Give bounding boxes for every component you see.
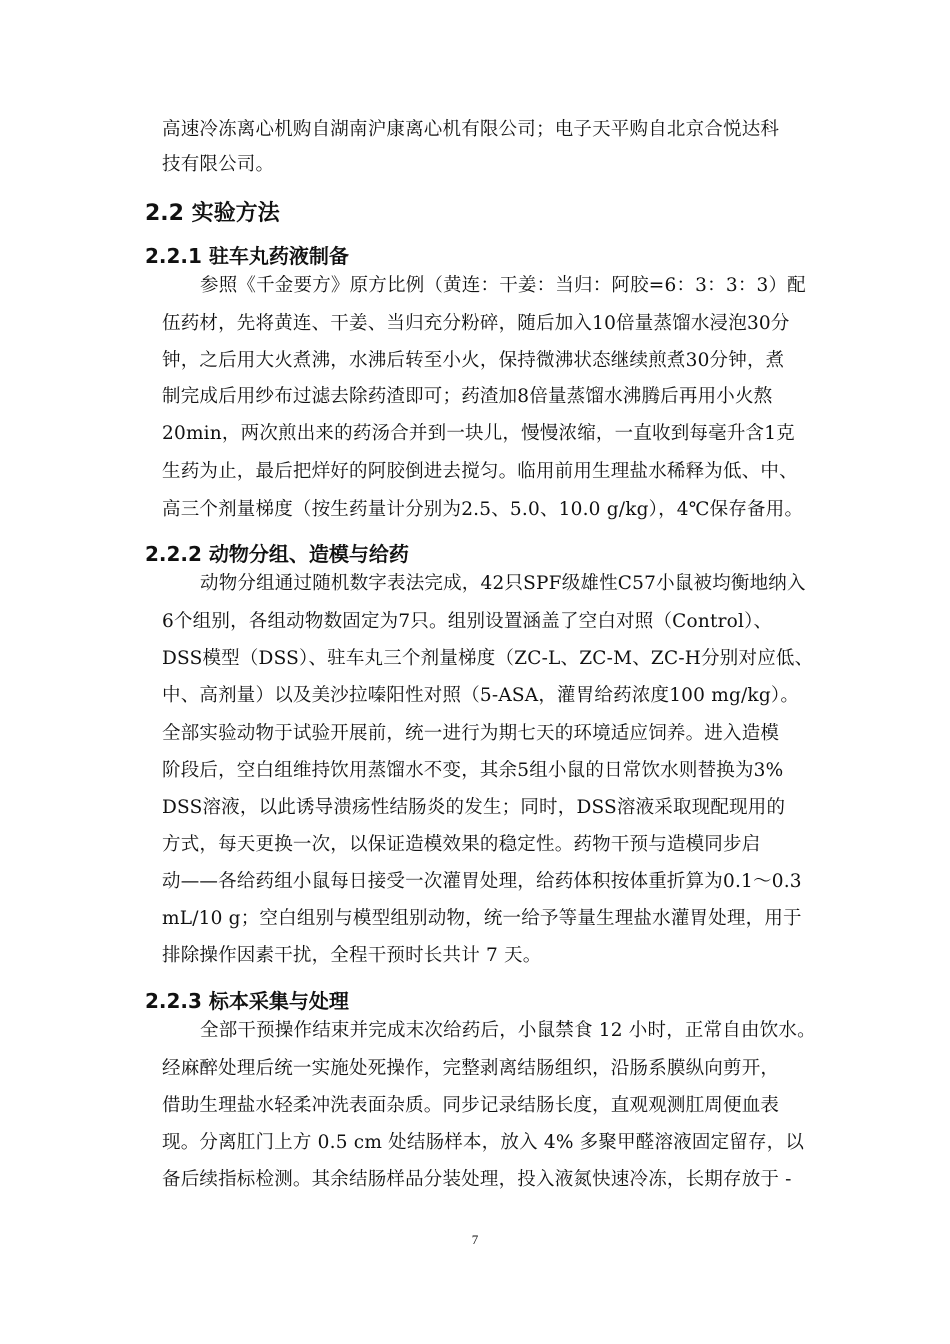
body-text-line: 动物分组通过随机数字表法完成，42只SPF级雄性C57小鼠被均衡地纳入 — [200, 573, 806, 594]
body-text-line: 技有限公司。 — [162, 154, 275, 175]
body-text-line: 参照《千金要方》原方比例（黄连：干姜：当归：阿胶=6：3：3：3）配 — [200, 275, 806, 296]
subsection-heading-2-2-3: 2.2.3 标本采集与处理 — [145, 989, 349, 1013]
body-text-line: DSS溶液，以此诱导溃疡性结肠炎的发生；同时，DSS溶液采取现配现用的 — [162, 797, 786, 818]
section-heading-2-2: 2.2 实验方法 — [145, 201, 280, 226]
body-text-line: 钟，之后用大火煮沸，水沸后转至小火，保持微沸状态继续煎煮30分钟，煮 — [162, 350, 785, 371]
body-text-line: 6个组别，各组动物数固定为7只。组别设置涵盖了空白对照（Control）、 — [162, 611, 773, 632]
body-text-line: 经麻醉处理后统一实施处死操作，完整剥离结肠组织，沿肠系膜纵向剪开， — [162, 1058, 780, 1079]
body-text-line: 排除操作因素干扰，全程干预时长共计 7 天。 — [162, 945, 542, 966]
body-text-line: 全部实验动物于试验开展前，统一进行为期七天的环境适应饲养。进入造模 — [162, 723, 780, 744]
body-text-line: mL/10 g；空白组别与模型组别动物，统一给予等量生理盐水灌胃处理，用于 — [162, 908, 802, 929]
body-text-line: 中、高剂量）以及美沙拉嗪阳性对照（5-ASA，灌胃给药浓度100 mg/kg）。 — [162, 685, 800, 706]
body-text-line: 借助生理盐水轻柔冲洗表面杂质。同步记录结肠长度，直观观测肛周便血表 — [162, 1095, 780, 1116]
body-text-line: 方式，每天更换一次，以保证造模效果的稳定性。药物干预与造模同步启 — [162, 834, 761, 855]
body-text-line: 备后续指标检测。其余结肠样品分装处理，投入液氮快速冷冻，长期存放于 - — [162, 1169, 792, 1190]
page-number: 7 — [471, 1232, 479, 1247]
body-text-line: 高三个剂量梯度（按生药量计分别为2.5、5.0、10.0 g/kg），4℃保存备用。 — [162, 499, 804, 520]
body-text-line: 生药为止，最后把烊好的阿胶倒进去搅匀。临用前用生理盐水稀释为低、中、 — [162, 461, 798, 482]
body-text-line: 动——各给药组小鼠每日接受一次灌胃处理，给药体积按体重折算为0.1～0.3 — [162, 871, 802, 892]
body-text-line: 现。分离肛门上方 0.5 cm 处结肠样本，放入 4% 多聚甲醛溶液固定留存，以 — [162, 1132, 805, 1153]
body-text-line: 全部干预操作结束并完成末次给药后，小鼠禁食 12 小时，正常自由饮水。 — [200, 1020, 816, 1041]
subsection-heading-2-2-2: 2.2.2 动物分组、造模与给药 — [145, 542, 409, 566]
body-text-line: 高速冷冻离心机购自湖南沪康离心机有限公司；电子天平购自北京合悦达科 — [162, 119, 780, 140]
body-text-line: 阶段后，空白组维持饮用蒸馏水不变，其余5组小鼠的日常饮水则替换为3% — [162, 760, 784, 781]
body-text-line: 伍药材，先将黄连、干姜、当归充分粉碎，随后加入10倍量蒸馏水浸泡30分 — [162, 313, 790, 334]
body-text-line: DSS模型（DSS）、驻车丸三个剂量梯度（ZC-L、ZC-M、ZC-H分别对应低、 — [162, 648, 814, 669]
body-text-line: 20min，两次煎出来的药汤合并到一块儿，慢慢浓缩，一直收到每毫升含1克 — [162, 423, 795, 444]
body-text-line: 制完成后用纱布过滤去除药渣即可；药渣加8倍量蒸馏水沸腾后再用小火熬 — [162, 386, 773, 407]
subsection-heading-2-2-1: 2.2.1 驻车丸药液制备 — [145, 244, 349, 268]
